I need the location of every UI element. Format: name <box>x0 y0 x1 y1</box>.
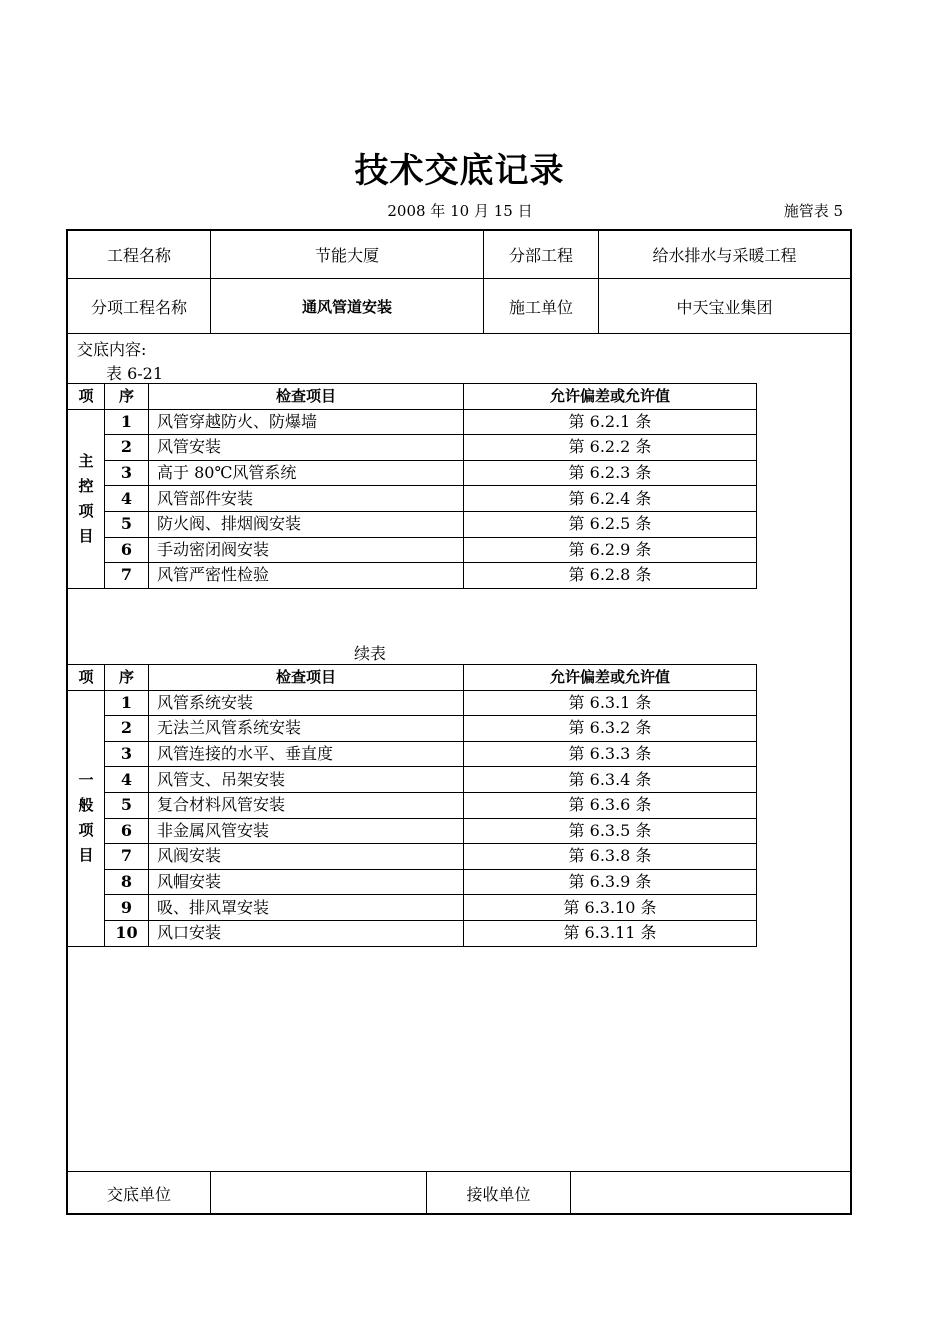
form-number: 施管表 5 <box>783 202 843 220</box>
col-header-category: 项 <box>68 665 105 691</box>
table-row <box>68 895 757 921</box>
handover-unit-label: 交底单位 <box>106 1184 171 1204</box>
row-seq: 1 <box>105 690 149 716</box>
contractor-label: 施工单位 <box>508 297 573 317</box>
row-allowance: 第 6.3.3 条 <box>464 741 757 767</box>
table-header-row <box>68 384 757 410</box>
handover-unit-value <box>211 1172 426 1214</box>
row-seq: 6 <box>105 818 149 844</box>
record-date: 2008 年 10 月 15 日 <box>387 202 533 220</box>
row-check-item: 手动密闭阀安装 <box>149 537 464 563</box>
row-allowance: 第 6.3.9 条 <box>464 869 757 895</box>
row-allowance: 第 6.2.9 条 <box>464 537 757 563</box>
project-name-value: 节能大厦 <box>314 246 379 265</box>
general-items-table <box>67 664 757 947</box>
row-seq: 4 <box>105 486 149 512</box>
row-allowance: 第 6.2.2 条 <box>464 435 757 461</box>
item-project-label: 分项工程名称 <box>90 297 187 317</box>
table-row <box>68 460 757 486</box>
main-control-table <box>67 383 757 589</box>
page-title: 技术交底记录 <box>354 151 565 191</box>
project-name-label: 工程名称 <box>106 246 171 265</box>
row-check-item: 风管连接的水平、垂直度 <box>149 741 464 767</box>
col-header-seq: 序 <box>105 665 149 691</box>
row-seq: 5 <box>105 511 149 537</box>
row-check-item: 防火阀、排烟阀安装 <box>149 511 464 537</box>
row-seq: 10 <box>105 920 149 946</box>
sub-project-label: 分部工程 <box>508 246 573 265</box>
row-check-item: 风口安装 <box>149 920 464 946</box>
col-header-seq: 序 <box>105 384 149 410</box>
table-row <box>68 511 757 537</box>
table-row <box>68 741 757 767</box>
receiving-unit-value <box>571 1172 850 1214</box>
row-check-item: 风帽安装 <box>149 869 464 895</box>
table1-caption: 表 6-21 <box>106 364 164 383</box>
row-allowance: 第 6.3.2 条 <box>464 716 757 742</box>
row-check-item: 复合材料风管安装 <box>149 792 464 818</box>
row-seq: 6 <box>105 537 149 563</box>
col-header-allowance: 允许偏差或允许值 <box>464 665 757 691</box>
contractor-value: 中天宝业集团 <box>676 297 773 317</box>
row-check-item: 风阀安装 <box>149 844 464 870</box>
table2-caption: 续表 <box>353 644 386 663</box>
row-allowance: 第 6.3.5 条 <box>464 818 757 844</box>
table-row <box>68 563 757 589</box>
row-seq: 5 <box>105 792 149 818</box>
item-project-value: 通风管道安装 <box>301 297 392 316</box>
table-row <box>68 818 757 844</box>
row-allowance: 第 6.3.11 条 <box>464 920 757 946</box>
table-row <box>68 409 757 435</box>
row-allowance: 第 6.3.10 条 <box>464 895 757 921</box>
receiving-unit-label: 接收单位 <box>466 1184 531 1204</box>
table-row <box>68 486 757 512</box>
row-seq: 7 <box>105 844 149 870</box>
table-row <box>68 792 757 818</box>
row-allowance: 第 6.3.8 条 <box>464 844 757 870</box>
sub-project-value: 给水排水与采暖工程 <box>652 246 797 265</box>
row-check-item: 风管部件安装 <box>149 486 464 512</box>
table-row <box>68 844 757 870</box>
row-allowance: 第 6.2.8 条 <box>464 563 757 589</box>
row-check-item: 高于 80℃风管系统 <box>149 460 464 486</box>
row-seq: 2 <box>105 435 149 461</box>
table-row <box>68 716 757 742</box>
table-row <box>68 920 757 946</box>
category-general: 一般项目 <box>68 690 105 946</box>
table-row <box>68 690 757 716</box>
row-allowance: 第 6.2.4 条 <box>464 486 757 512</box>
category-main-control: 主控项目 <box>68 409 105 588</box>
row-allowance: 第 6.3.1 条 <box>464 690 757 716</box>
row-allowance: 第 6.2.3 条 <box>464 460 757 486</box>
row-seq: 8 <box>105 869 149 895</box>
row-seq: 7 <box>105 563 149 589</box>
row-check-item: 风管安装 <box>149 435 464 461</box>
row-check-item: 风管支、吊架安装 <box>149 767 464 793</box>
col-header-check-item: 检查项目 <box>149 665 464 691</box>
header-bottom-divider <box>68 333 850 334</box>
row-allowance: 第 6.3.4 条 <box>464 767 757 793</box>
row-seq: 4 <box>105 767 149 793</box>
table-row <box>68 767 757 793</box>
row-seq: 3 <box>105 460 149 486</box>
table-row <box>68 435 757 461</box>
table-header-row <box>68 665 757 691</box>
row-seq: 2 <box>105 716 149 742</box>
row-seq: 1 <box>105 409 149 435</box>
row-check-item: 无法兰风管系统安装 <box>149 716 464 742</box>
table-row <box>68 537 757 563</box>
col-header-allowance: 允许偏差或允许值 <box>464 384 757 410</box>
row-allowance: 第 6.3.6 条 <box>464 792 757 818</box>
row-check-item: 风管系统安装 <box>149 690 464 716</box>
content-label: 交底内容: <box>77 340 147 359</box>
col-header-check-item: 检查项目 <box>149 384 464 410</box>
row-seq: 9 <box>105 895 149 921</box>
table-row <box>68 869 757 895</box>
row-check-item: 风管穿越防火、防爆墙 <box>149 409 464 435</box>
row-allowance: 第 6.2.5 条 <box>464 511 757 537</box>
row-check-item: 非金属风管安装 <box>149 818 464 844</box>
row-check-item: 风管严密性检验 <box>149 563 464 589</box>
row-allowance: 第 6.2.1 条 <box>464 409 757 435</box>
row-seq: 3 <box>105 741 149 767</box>
col-header-category: 项 <box>68 384 105 410</box>
row-check-item: 吸、排风罩安装 <box>149 895 464 921</box>
